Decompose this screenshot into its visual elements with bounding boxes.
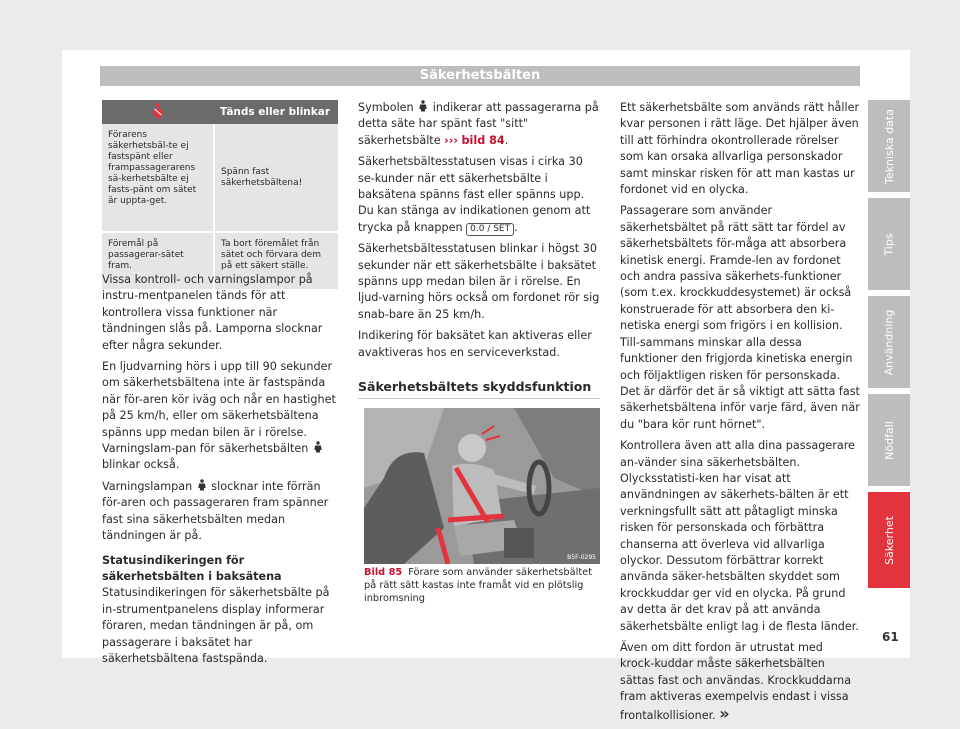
paragraph: Kontrollera även att alla dina passagerare an-vänder sina säkerhetsbälten. Olycksstatisti-ken har visat att användningen av säkerhets-bälten är ett verkningsfullt sätt att påtagligt minska risken för personskada och förbättra chanserna att överleva vid allvarliga olyckor. Dessutom förbättrar korrekt använda säker-hetsbälten skyddet som krockkuddar ger vid en olycka. På grund av detta är det krav på att använda säkerhetsbälte enligt lag i de flesta länder. (620, 439, 859, 633)
column-left (102, 272, 338, 672)
table-header-row (102, 100, 338, 124)
continue-arrow-icon: » (719, 703, 730, 723)
tab-sakerhet[interactable] (868, 492, 910, 588)
tab-label: Tips (882, 232, 896, 256)
figure-85-illustration (364, 408, 600, 564)
paragraph (102, 359, 338, 474)
seatbelt-icon (198, 479, 206, 491)
seatbelt-icon (419, 100, 427, 112)
paragraph-text: Varningslampan (102, 479, 193, 493)
paragraph: Säkerhetsbältesstatusen blinkar i högst 30 sekunder när ett säkerhetsbälte i baksätet spänns upp medan bilen är i rörelse. En ljud-varning hörs också om fordonet rör sig snab-bare än 25 km/h. (358, 242, 600, 321)
paragraph (358, 100, 600, 149)
figure-reference-link[interactable]: bild 84 (461, 133, 505, 147)
figure-id: B5F-0295 (567, 554, 596, 561)
tab-tekniska-data[interactable] (868, 100, 910, 192)
paragraph: Indikering för baksätet kan aktiveras eller avaktiveras hos en serviceverkstad. (358, 329, 592, 359)
paragraph: Vissa kontroll- och varningslampor på instru-mentpanelen tänds för att kontrollera vissa funktioner när tändningen slås på. Lamporna slocknar efter några sekunder. (102, 273, 323, 352)
divider (358, 398, 600, 399)
reference-arrow: ››› (444, 133, 458, 147)
table-cell-action: Ta bort föremålet från sätet och förvara dem på ett säkert ställe. (214, 232, 338, 289)
subheading: Statusindikeringen för säkerhetsbälten i baksätena (102, 553, 282, 583)
table-header-status: Tänds eller blinkar (214, 100, 338, 124)
figure-label: Bild 85 (364, 567, 403, 578)
paragraph: Ett säkerhetsbälte som används rätt håller kvar personen i rätt läge. Det hjälper även till att förhindra okontrollerade rörelser som kan orsaka allvarliga personskador samt minskar risken för att man kastas ur fordonet vid en olycka. (620, 101, 860, 197)
paragraph-text: Symbolen (358, 101, 414, 114)
table-cell-condition: Föremål på passagerar-sätet fram. (102, 232, 214, 289)
tab-tips[interactable] (868, 198, 910, 290)
caption-text: Förare som använder säkerhetsbältet på rätt sätt kastas inte framåt vid en plötslig inbromsning (364, 567, 593, 604)
paragraph-text: Även om ditt fordon är utrustat med krock-kuddar måste säkerhetsbälten sättas fast och användas. Krockkuddarna fram aktiveras exempelvis endast i vissa frontalkollisioner. (620, 641, 852, 722)
tab-nodfall[interactable] (868, 394, 910, 486)
paragraph: Statusindikeringen för säkerhetsbälte på in-strumentpanelens display informerar föraren, medan tändningen är på, om passagerare i baksätet har säkerhetsbältena fastspända. (102, 586, 330, 665)
table-header-symbol (102, 100, 214, 124)
tab-label: Nödfall (882, 420, 896, 460)
figure-caption (364, 566, 600, 605)
tab-label: Användning (882, 309, 896, 375)
paragraph: Passagerare som använder säkerhetsbältet på rätt sätt tar fördel av säkerhetsbältets för-måga att absorbera kinetisk energi. Framde-len av fordonet och andra passiva säkerhets-funktioner (som t.ex. krockkuddesystemet) är också konstruerade för att absorbera den ki-netiska energi som frigörs i en kollision. Till-sammans minskar alla dessa funktioner den frigjorda kinetiska energin och följaktligen risken för personskada. Det är därför det är så viktigt att sätta fast säkerhetsbältena inför varje färd, även när du "bara kör runt hörnet". (620, 204, 860, 431)
paragraph (102, 479, 338, 545)
section-heading: Säkerhetsbältets skyddsfunktion (358, 379, 592, 394)
table-cell-action: Spänn fast säkerhetsbältena! (214, 124, 338, 232)
tab-label: Tekniska data (882, 108, 896, 184)
warning-lamp-table (102, 100, 338, 289)
page-header-title: Säkerhetsbälten (100, 66, 860, 86)
paragraph (620, 640, 860, 724)
seatbelt-warning-icon (152, 103, 164, 119)
paragraph-text: blinkar också. (102, 458, 180, 472)
column-middle (358, 100, 600, 366)
paragraph (358, 154, 600, 236)
page-number: 61 (882, 630, 899, 644)
column-right (620, 100, 860, 729)
punctuation: . (514, 220, 518, 234)
tab-anvandning[interactable] (868, 296, 910, 388)
paragraph-text: Säkerhetsbältesstatusen visas i cirka 30 se-kunder när ett säkerhetsbälte i baksätena spänns fast eller spänns upp. Du kan stänga av indikationen genom att trycka på knappen (358, 155, 591, 234)
paragraph-text: En ljudvarning hörs i upp till 90 sekunder om säkerhetsbältena inte är fastspända när för-aren kör iväg och når en hastighet på 25 km/h, eller om säkerhetsbältena spänns upp medan bilen är i rörelse. Varningslam-pan för säkerhetsbälten (102, 360, 336, 456)
table-row (102, 124, 338, 232)
paragraph-text: slocknar inte förrän för-aren och passageraren fram spänner fast sina säkerhetsbälten medan tändningen är på. (102, 479, 329, 543)
tab-label: Säkerhet (882, 515, 896, 565)
punctuation: . (504, 133, 509, 147)
table-cell-condition: Förarens säkerhetsbäl-te ej fastspänt eller frampassagerarens sä-kerhetsbälte ej fasts-pänt om sätet är uppta-get. (102, 124, 214, 232)
paragraph-text: indikerar att passagerarna på detta säte har spänt fast "sitt" säkerhetsbälte (358, 101, 599, 147)
driver-seatbelt-illustration (364, 408, 600, 564)
set-key-label: 0.0 / SET (466, 223, 514, 236)
seatbelt-icon (314, 441, 322, 453)
